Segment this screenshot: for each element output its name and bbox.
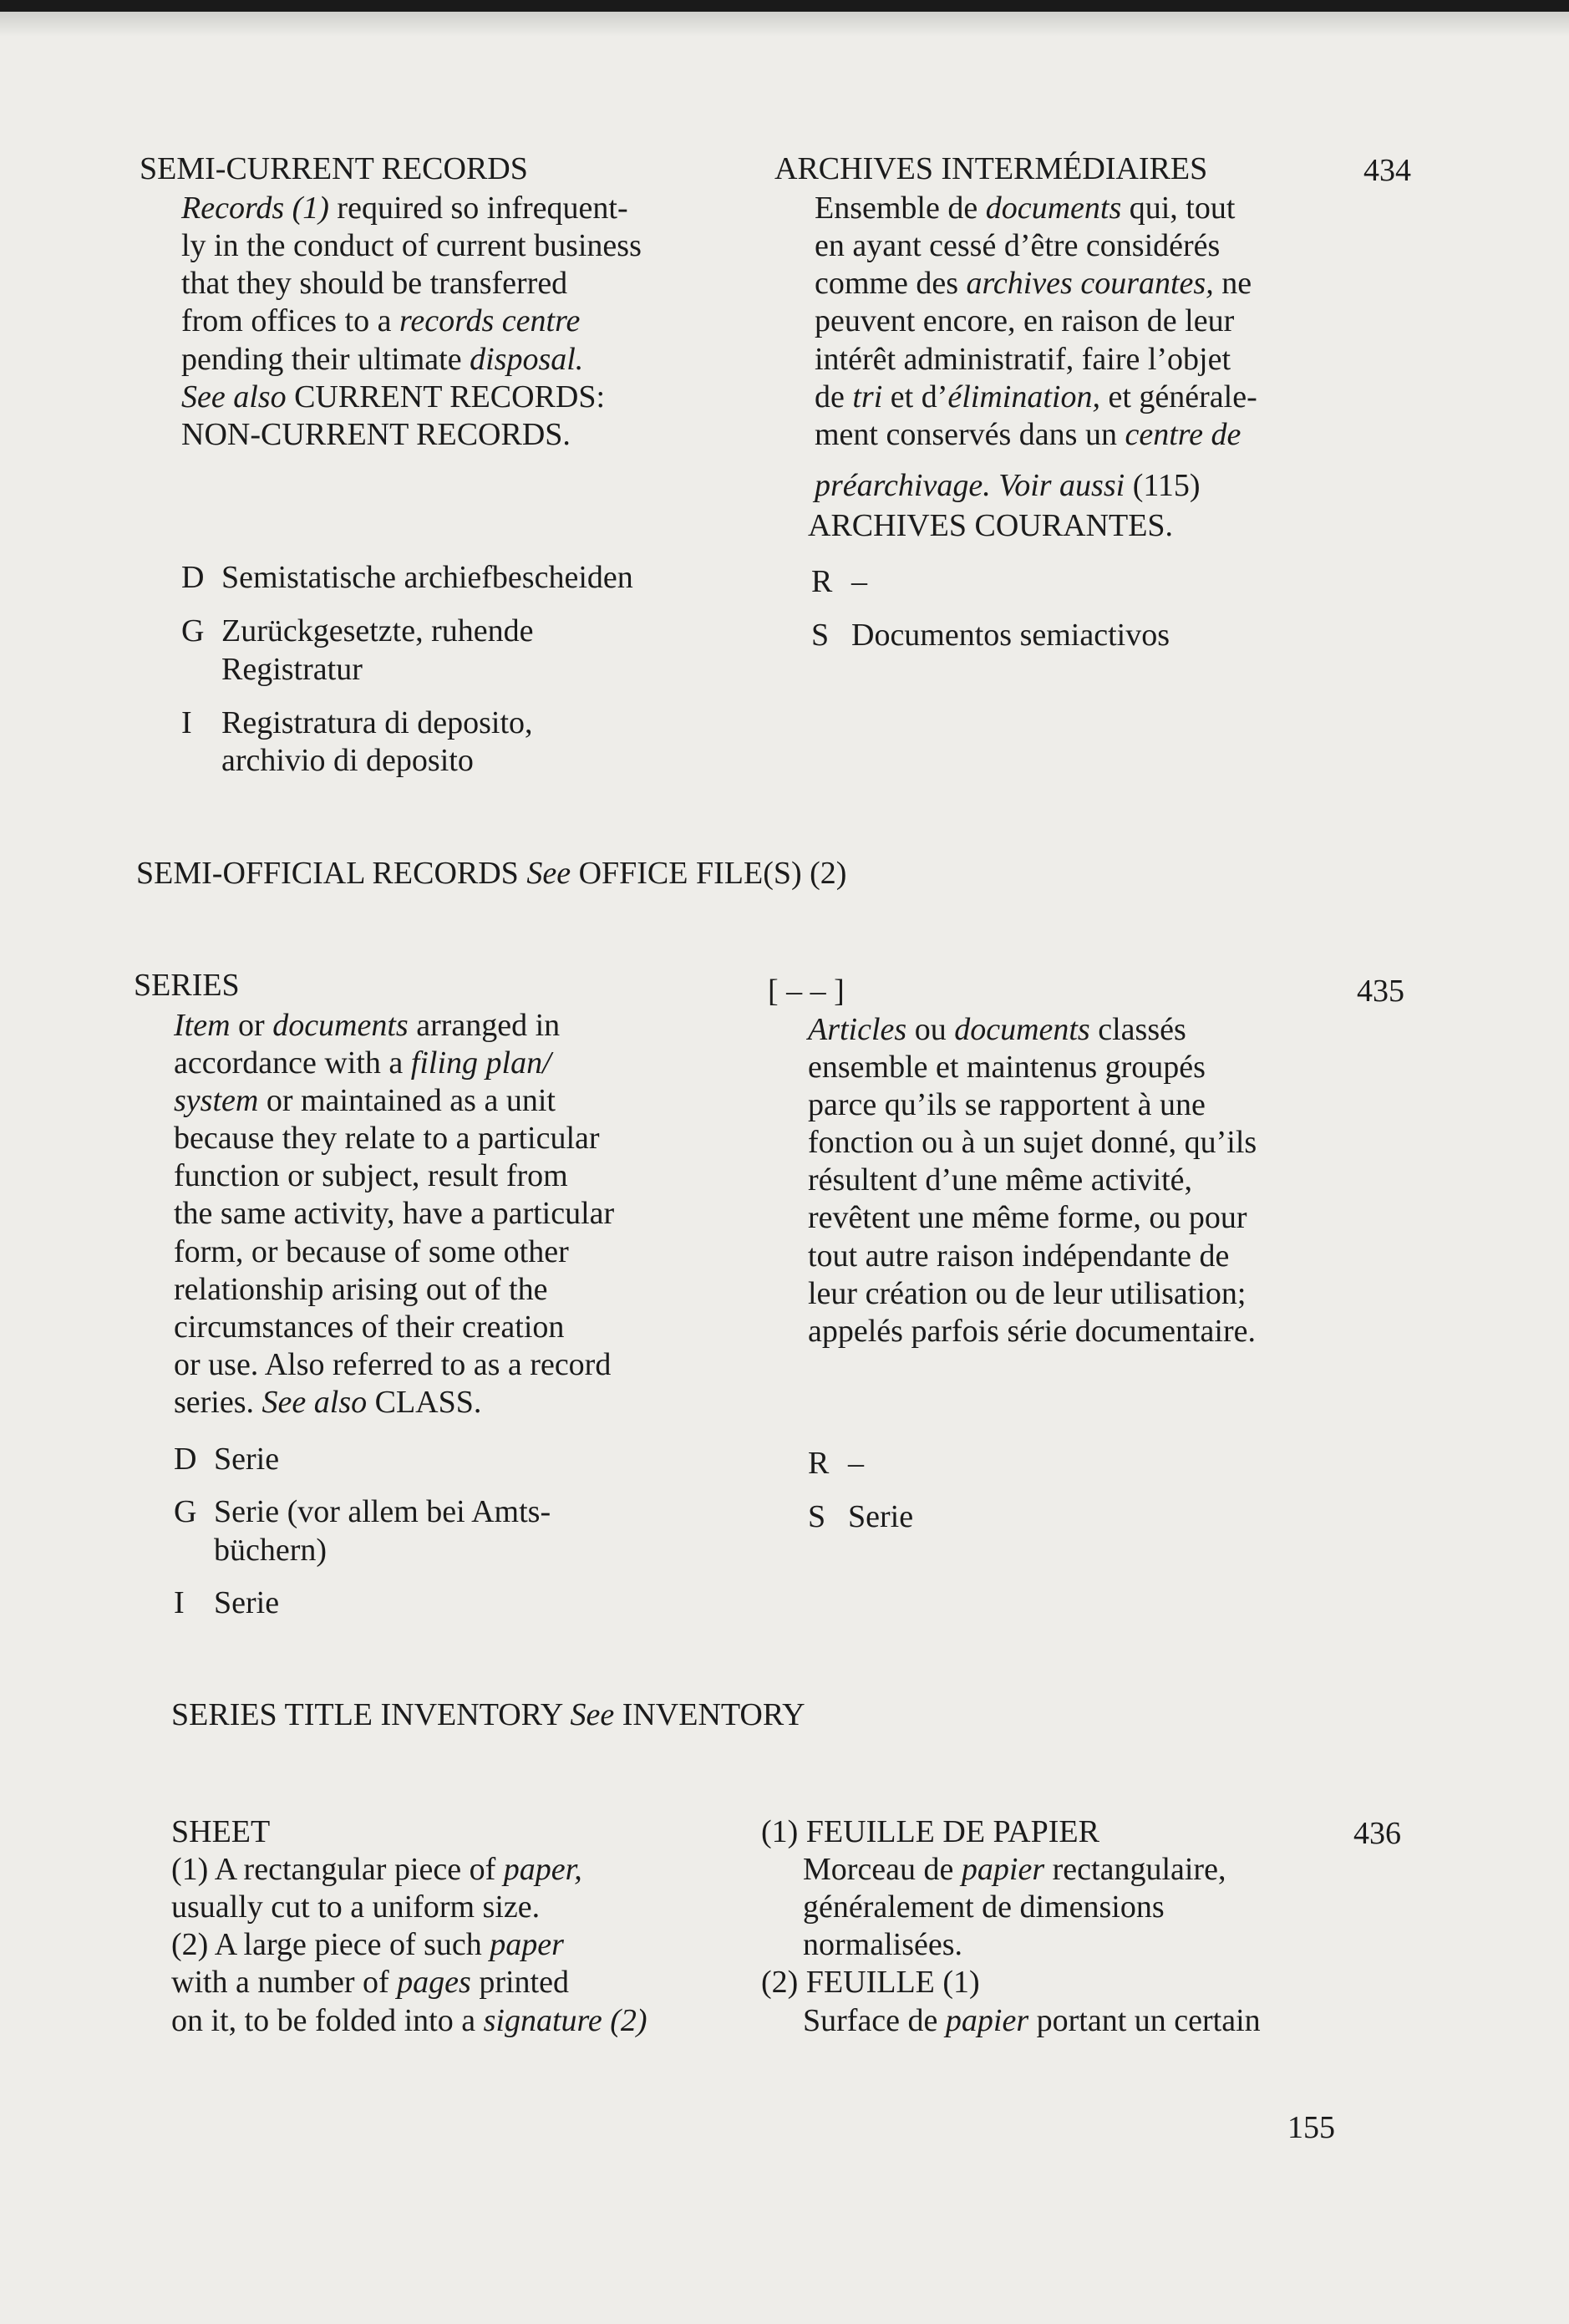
def-line: appelés parfois série documentaire. [808, 1314, 1256, 1349]
def-line: on it, to be folded into a signature (2) [171, 2003, 647, 2038]
term-en-434: SEMI-CURRENT RECORDS [140, 151, 528, 186]
def-line: (2) A large piece of such paper [171, 1927, 564, 1962]
def-line: See also CURRENT RECORDS: [181, 379, 606, 414]
equiv-r-434: – [851, 564, 867, 599]
def-line: Morceau de papier rectangulaire, [803, 1852, 1226, 1887]
lang-label-d: D [174, 1442, 197, 1477]
term-fr-436-1: (1) FEUILLE DE PAPIER [761, 1814, 1099, 1849]
lang-label-s: S [808, 1499, 826, 1534]
term-en-436: SHEET [171, 1814, 271, 1849]
equiv-g-434-cont: Registratur [221, 652, 363, 687]
def-line: de tri et d’élimination, et générale- [815, 379, 1257, 414]
lang-label-g: G [174, 1494, 197, 1529]
def-line: accordance with a filing plan/ [174, 1045, 551, 1081]
def-line: intérêt administratif, faire l’objet [815, 342, 1231, 377]
scan-top-edge [0, 0, 1569, 12]
def-line: Ensemble de documents qui, tout [815, 191, 1236, 226]
def-line: ARCHIVES COURANTES. [808, 508, 1174, 543]
def-line: that they should be transferred [181, 266, 568, 301]
def-line: circumstances of their creation [174, 1309, 565, 1345]
def-line: (1) A rectangular piece of paper, [171, 1852, 582, 1887]
equiv-i-434: Registratura di deposito, [221, 705, 533, 740]
equiv-i-434-cont: archivio di deposito [221, 743, 474, 778]
def-line: en ayant cessé d’être considérés [815, 228, 1221, 263]
def-line: préarchivage. Voir aussi (115) [815, 468, 1201, 503]
term-fr-436-2: (2) FEUILLE (1) [761, 1965, 980, 2000]
def-line: Records (1) required so infrequent- [181, 191, 628, 226]
equiv-g-434: Zurückgesetzte, ruhende [221, 613, 534, 648]
def-line: with a number of pages printed [171, 1965, 569, 2000]
def-line: peuvent encore, en raison de leur [815, 303, 1235, 338]
def-line: because they relate to a particular [174, 1121, 600, 1156]
def-line: form, or because of some other [174, 1234, 569, 1269]
lang-label-d: D [181, 560, 205, 595]
lang-label-g: G [181, 613, 205, 648]
cross-reference-semi-official: SEMI-OFFICIAL RECORDS See OFFICE FILE(S) (2) [136, 856, 847, 891]
def-line: Surface de papier portant un certain [803, 2003, 1261, 2038]
equiv-r-435: – [848, 1446, 864, 1481]
lang-label-s: S [811, 618, 830, 653]
equiv-g-435-cont: büchern) [214, 1533, 328, 1568]
def-line: Item or documents arranged in [174, 1008, 561, 1043]
def-line: parce qu’ils se rapportent à une [808, 1087, 1206, 1122]
equiv-s-434: Documentos semiactivos [851, 618, 1170, 653]
entry-number-434: 434 [1363, 153, 1411, 188]
def-line: function or subject, result from [174, 1158, 568, 1193]
entry-number-436: 436 [1353, 1816, 1401, 1851]
def-line: usually cut to a uniform size. [171, 1889, 541, 1925]
equiv-s-435: Serie [848, 1499, 914, 1534]
def-line: fonction ou à un sujet donné, qu’ils [808, 1125, 1257, 1160]
def-line: Articles ou documents classés [808, 1012, 1186, 1047]
def-line: leur création ou de leur utilisation; [808, 1276, 1247, 1311]
def-line: résultent d’une même activité, [808, 1162, 1193, 1198]
def-line: ment conservés dans un centre de [815, 417, 1241, 452]
lang-label-i: I [174, 1585, 185, 1620]
equiv-i-435: Serie [214, 1585, 280, 1620]
cross-reference-series-title: SERIES TITLE INVENTORY See INVENTORY [171, 1697, 805, 1732]
lang-label-r: R [811, 564, 833, 599]
def-line: relationship arising out of the [174, 1272, 548, 1307]
term-fr-435: [ – – ] [768, 974, 845, 1009]
equiv-g-435: Serie (vor allem bei Amts- [214, 1494, 551, 1529]
scan-shadow [0, 12, 1569, 37]
def-line: pending their ultimate disposal. [181, 342, 584, 377]
def-line: the same activity, have a particular [174, 1196, 615, 1231]
entry-number-435: 435 [1357, 974, 1404, 1009]
lang-label-i: I [181, 705, 192, 740]
def-line: system or maintained as a unit [174, 1083, 556, 1118]
lang-label-r: R [808, 1446, 830, 1481]
page-number: 155 [1287, 2110, 1335, 2145]
def-line: généralement de dimensions [803, 1889, 1165, 1925]
equiv-d-435: Serie [214, 1442, 280, 1477]
def-line: NON-CURRENT RECORDS. [181, 417, 571, 452]
def-line: or use. Also referred to as a record [174, 1347, 612, 1382]
equiv-d-434: Semistatische archiefbescheiden [221, 560, 633, 595]
def-line: revêtent une même forme, ou pour [808, 1200, 1247, 1235]
term-en-435: SERIES [134, 968, 240, 1003]
def-line: comme des archives courantes, ne [815, 266, 1252, 301]
def-line: from offices to a records centre [181, 303, 581, 338]
term-fr-434: ARCHIVES INTERMÉDIAIRES [774, 151, 1208, 186]
def-line: ly in the conduct of current business [181, 228, 642, 263]
def-line: series. See also CLASS. [174, 1385, 482, 1420]
def-line: ensemble et maintenus groupés [808, 1050, 1206, 1085]
def-line: normalisées. [803, 1927, 963, 1962]
def-line: tout autre raison indépendante de [808, 1238, 1230, 1274]
